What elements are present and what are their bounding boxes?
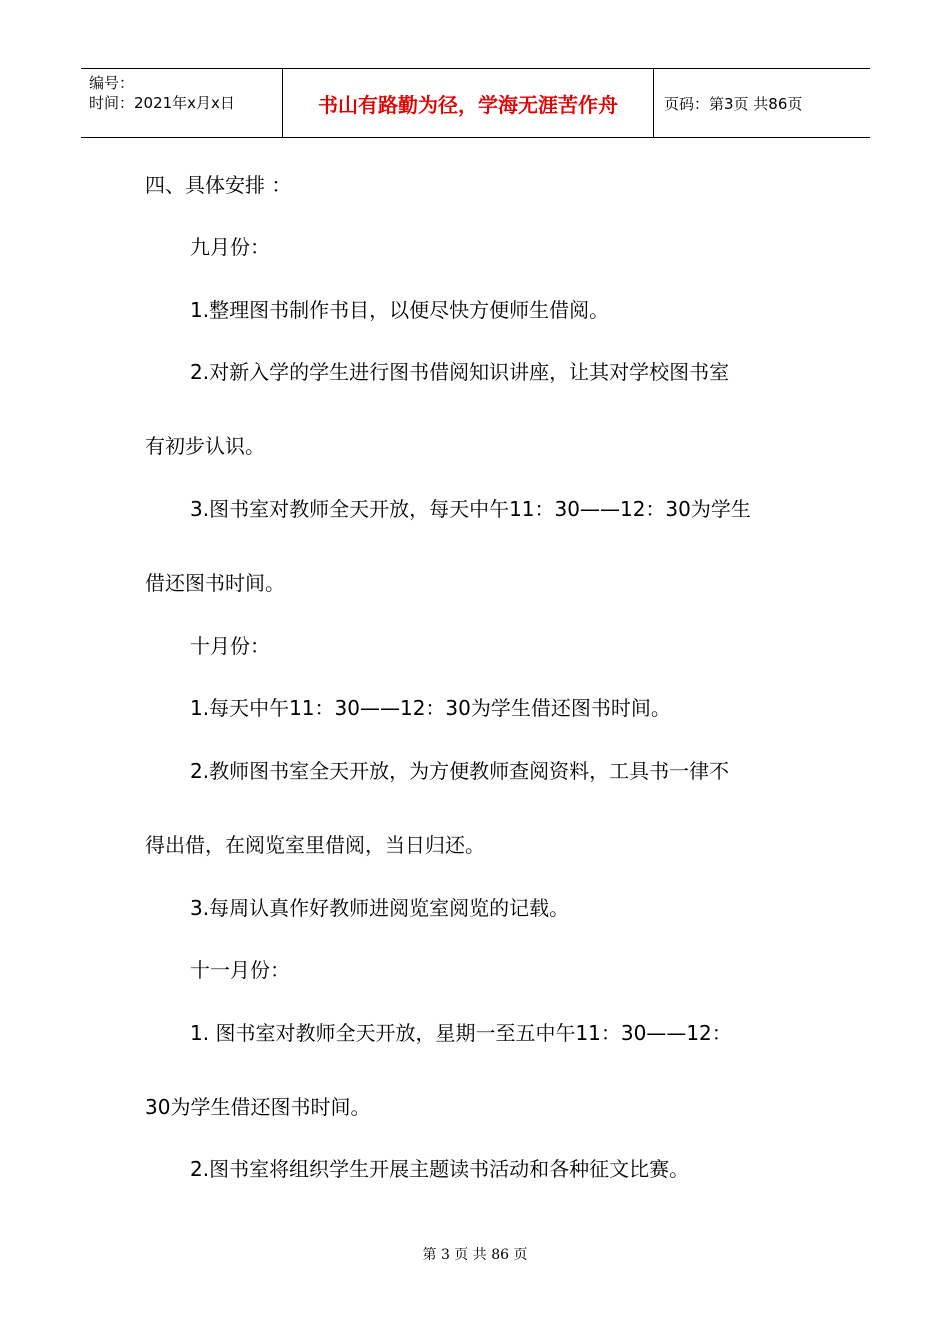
header-page-info: 页码：第3页 共86页 — [664, 94, 803, 113]
paragraph-line: 3.每周认真作好教师进阅览室阅览的记载。 — [190, 896, 570, 920]
month-heading-september: 九月份： — [190, 235, 270, 259]
paragraph-line: 2.图书室将组织学生开展主题读书活动和各种征文比赛。 — [190, 1157, 690, 1181]
page-header — [81, 68, 870, 138]
header-motto: 书山有路勤为径，学海无涯苦作舟 — [318, 92, 618, 117]
paragraph-line: 2.对新入学的学生进行图书借阅知识讲座，让其对学校图书室 — [190, 360, 730, 384]
paragraph-line: 30为学生借还图书时间。 — [145, 1095, 371, 1119]
page-footer: 第 3 页 共 86 页 — [422, 1247, 528, 1263]
serial-number-label: 编号： — [89, 74, 135, 92]
paragraph-line: 借还图书时间。 — [145, 571, 285, 595]
paragraph-line: 2.教师图书室全天开放，为方便教师查阅资料，工具书一律不 — [190, 759, 730, 783]
header-divider-right — [653, 69, 654, 137]
paragraph-line: 1. 图书室对教师全天开放，星期一至五中午11：30——12： — [190, 1021, 732, 1045]
paragraph-line: 有初步认识。 — [145, 434, 265, 458]
paragraph-line: 3.图书室对教师全天开放，每天中午11：30——12：30为学生 — [190, 497, 751, 521]
date-label: 时间：2021年x月x日 — [89, 94, 235, 112]
paragraph-line: 1.每天中午11：30——12：30为学生借还图书时间。 — [190, 696, 671, 720]
section-heading: 四、具体安排 ： — [145, 173, 292, 197]
paragraph-line: 得出借，在阅览室里借阅，当日归还。 — [145, 833, 485, 857]
header-meta — [89, 73, 279, 113]
month-heading-november: 十一月份： — [190, 958, 290, 982]
paragraph-line: 1.整理图书制作书目，以便尽快方便师生借阅。 — [190, 298, 610, 322]
month-heading-october: 十月份： — [190, 634, 270, 658]
